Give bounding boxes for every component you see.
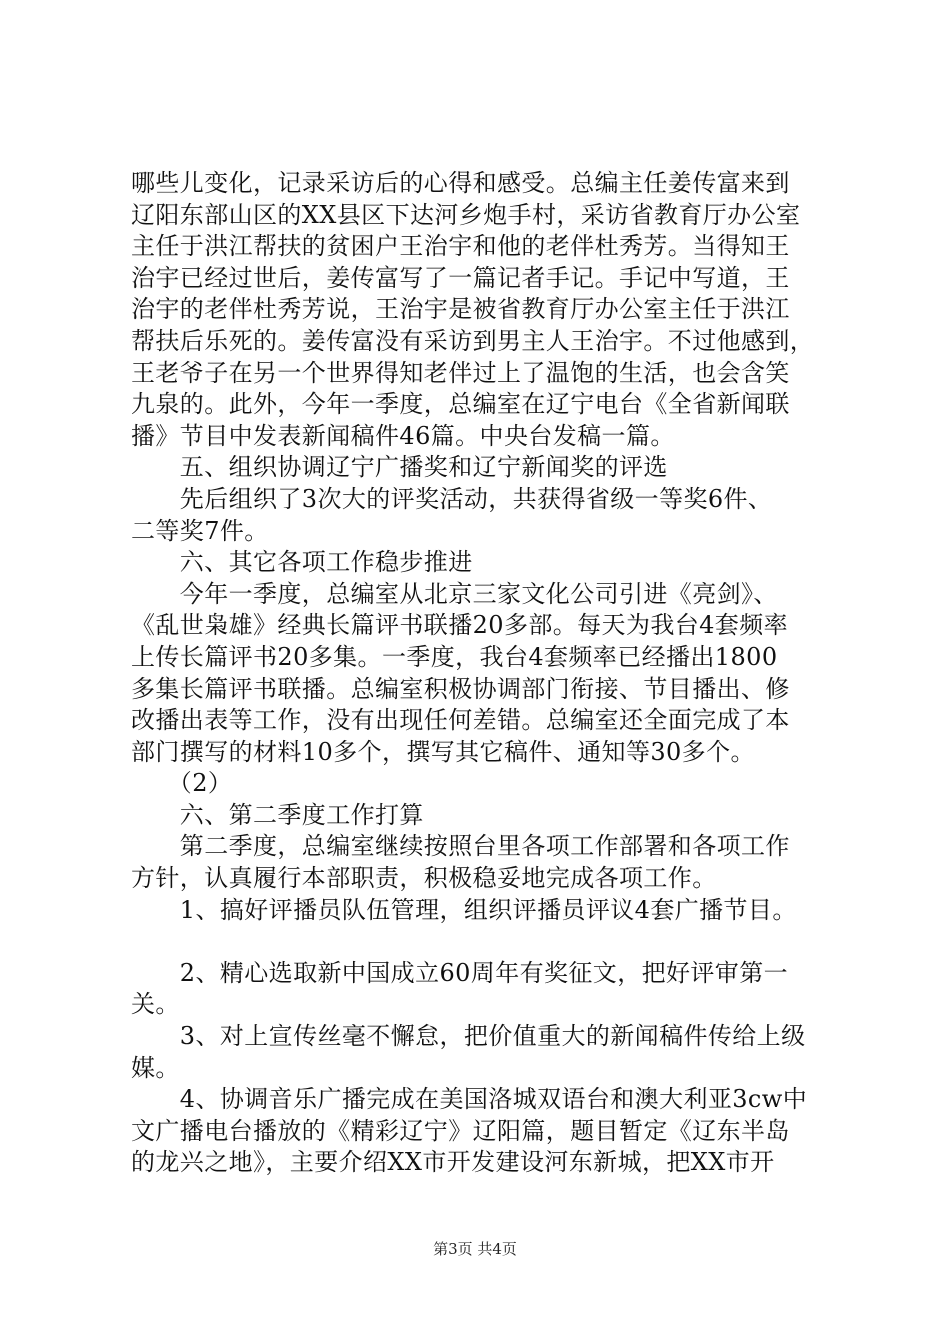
text-line: 文广播电台播放的《精彩辽宁》辽阳篇，题目暂定《辽东半岛 [131,1116,790,1145]
list-item: 3、对上宣传丝毫不懈怠，把价值重大的新闻稿件传给上级 [131,1022,806,1051]
blank-line [131,926,831,958]
list-item: 4、协调音乐广播完成在美国洛城双语台和澳大利亚3cw中 [131,1085,808,1114]
text-line: 治宇已经过世后，姜传富写了一篇记者手记。手记中写道，王 [131,263,790,292]
text-line: 的龙兴之地》，主要介绍XX市开发建设河东新城，把XX市开 [131,1148,775,1177]
text-line: 哪些儿变化，记录采访后的心得和感受。总编主任姜传富来到 [131,169,790,197]
list-item: 2、精心选取新中国成立60周年有奖征文，把好评审第一 [131,958,789,987]
text-line: 改播出表等工作，没有出现任何差错。总编室还全面完成了本 [131,706,790,735]
text-line: 多集长篇评书联播。总编室积极协调部门衔接、节目播出、修 [131,674,790,703]
text-line: 第二季度，总编室继续按照台里各项工作部署和各项工作 [131,832,790,861]
text-line: 今年一季度，总编室从北京三家文化公司引进《亮剑》、 [131,579,778,608]
text-line: 先后组织了3次大的评奖活动，共获得省级一等奖6件、 [131,484,773,513]
text-line: 上传长篇评书20多集。一季度，我台4套频率已经播出1800 [131,642,778,671]
text-line: 王老爷子在另一个世界得知老伴过上了温饱的生活，也会含笑 [131,358,790,387]
section-heading: 六、其它各项工作稳步推进 [131,548,473,577]
text-line: 媒。 [131,1053,180,1082]
text-line: 方针，认真履行本部职责，积极稳妥地完成各项工作。 [131,864,717,893]
text-line: 《乱世枭雄》经典长篇评书联播20多部。每天为我台4套频率 [131,611,789,640]
text-line: 帮扶后乐死的。姜传富没有采访到男主人王治宇。不过他感到， [131,326,815,355]
section-heading: 五、组织协调辽宁广播奖和辽宁新闻奖的评选 [131,453,668,482]
text-line: 二等奖7件。 [131,516,269,545]
document-body [131,168,831,1179]
part-marker: （2） [131,769,233,798]
page-number-footer: 第3页 共4页 [433,1240,517,1258]
text-line: 关。 [131,990,180,1019]
text-line: 主任于洪江帮扶的贫困户王治宇和他的老伴杜秀芳。当得知王 [131,232,790,261]
text-line: 治宇的老伴杜秀芳说，王治宇是被省教育厅办公室主任于洪江 [131,295,790,324]
section-heading: 六、第二季度工作打算 [131,800,424,829]
text-line: 九泉的。此外，今年一季度，总编室在辽宁电台《全省新闻联 [131,390,790,419]
text-line: 播》节目中发表新闻稿件46篇。中央台发稿一篇。 [131,421,675,450]
text-line: 辽阳东部山区的XX县区下达河乡炮手村，采访省教育厅办公室 [131,200,801,229]
text-line: 部门撰写的材料10多个，撰写其它稿件、通知等30多个。 [131,737,755,766]
list-item: 1、搞好评播员队伍管理，组织评播员评议4套广播节目。 [131,895,797,924]
